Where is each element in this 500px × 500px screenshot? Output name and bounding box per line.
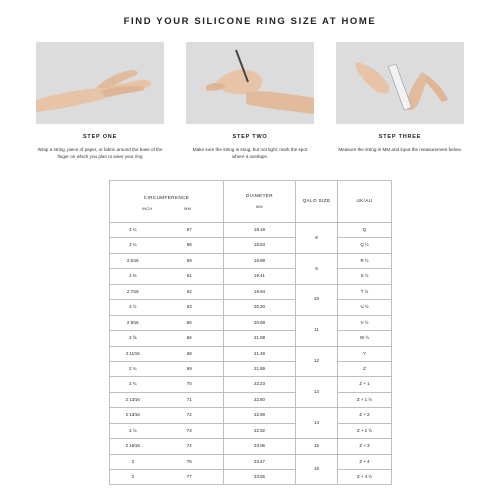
inch-cell: 2 5⁄16 bbox=[110, 253, 156, 268]
table-row bbox=[110, 315, 392, 330]
page-title: FIND YOUR SILICONE RING SIZE AT HOME bbox=[123, 16, 377, 27]
inch-cell: 2 ½ bbox=[110, 300, 156, 315]
ukau-cell: Y bbox=[338, 346, 392, 361]
qalo-size-cell: 9 bbox=[296, 253, 338, 284]
step-two-photo bbox=[186, 42, 314, 124]
diameter-mm-subheader: MM bbox=[256, 204, 263, 209]
table-row bbox=[110, 470, 392, 485]
ukau-cell: Z bbox=[338, 361, 392, 376]
step-one-title: STEP ONE bbox=[82, 134, 118, 140]
mm-cell: 77 bbox=[156, 470, 224, 485]
step-three-text: Measure the string in MM and input the measurement below. bbox=[338, 147, 462, 152]
diameter-cell: 22.60 bbox=[224, 392, 296, 407]
diameter-cell: 22.23 bbox=[224, 377, 296, 392]
table-row bbox=[110, 377, 392, 392]
table-row bbox=[110, 454, 392, 469]
table-row bbox=[110, 392, 392, 407]
mm-cell: 65 bbox=[156, 315, 224, 330]
mm-cell: 58 bbox=[156, 238, 224, 253]
diameter-cell: 21.89 bbox=[224, 361, 296, 376]
qalo-size-cell: 16 bbox=[296, 454, 338, 485]
mm-cell: 63 bbox=[156, 300, 224, 315]
mm-cell: 71 bbox=[156, 392, 224, 407]
diameter-cell: 22.92 bbox=[224, 423, 296, 438]
ukau-cell: Q ½ bbox=[338, 238, 392, 253]
table-row bbox=[110, 346, 392, 361]
inch-cell: 3 bbox=[110, 470, 156, 485]
ukau-cell: Z + 2 bbox=[338, 408, 392, 423]
inch-cell: 2 13⁄16 bbox=[110, 408, 156, 423]
diameter-cell: 21.49 bbox=[224, 346, 296, 361]
diameter-header: DIAMETER MM bbox=[224, 181, 296, 223]
inch-cell: 2 ⅝ bbox=[110, 331, 156, 346]
inch-cell: 2 7⁄16 bbox=[110, 284, 156, 299]
ukau-cell: Z + 1 ½ bbox=[338, 392, 392, 407]
qalo-size-cell: 15 bbox=[296, 439, 338, 454]
inch-cell: 2 11⁄16 bbox=[110, 346, 156, 361]
qalo-size-cell: 13 bbox=[296, 377, 338, 408]
inch-cell: 3 bbox=[110, 454, 156, 469]
qalo-size-cell: 14 bbox=[296, 408, 338, 439]
mm-cell: 66 bbox=[156, 331, 224, 346]
mm-subheader: MM bbox=[184, 206, 192, 211]
diameter-cell: 19.41 bbox=[224, 269, 296, 284]
ukau-cell: Z + 4 bbox=[338, 454, 392, 469]
ukau-cell: V ½ bbox=[338, 315, 392, 330]
ukau-cell: R ½ bbox=[338, 253, 392, 268]
diameter-cell: 23.47 bbox=[224, 454, 296, 469]
diameter-cell: 23.55 bbox=[224, 470, 296, 485]
diameter-cell: 23.06 bbox=[224, 439, 296, 454]
table-row bbox=[110, 361, 392, 376]
step-three-title: STEP THREE bbox=[378, 134, 422, 140]
step-two-text: Make sure the string is snug, but not tight; mark the spot where it overlaps. bbox=[192, 147, 308, 159]
qalo-size-header: QALO SIZE bbox=[296, 181, 338, 223]
ukau-cell: S ½ bbox=[338, 269, 392, 284]
inch-subheader: INCH bbox=[141, 206, 153, 211]
inch-cell: 2 ¼ bbox=[110, 223, 156, 238]
ukau-cell: W ½ bbox=[338, 331, 392, 346]
qalo-size-cell: 11 bbox=[296, 315, 338, 346]
table-row bbox=[110, 238, 392, 253]
table-row bbox=[110, 300, 392, 315]
ukau-header: UK/AU bbox=[338, 181, 392, 223]
ukau-cell: T ½ bbox=[338, 284, 392, 299]
table-row bbox=[110, 253, 392, 268]
step-three-photo bbox=[336, 42, 464, 124]
inch-cell: 2 13⁄16 bbox=[110, 392, 156, 407]
table-row bbox=[110, 269, 392, 284]
diameter-cell: 22.69 bbox=[224, 408, 296, 423]
step-two-title: STEP TWO bbox=[232, 134, 268, 140]
mm-cell: 74 bbox=[156, 439, 224, 454]
mm-cell: 57 bbox=[156, 223, 224, 238]
mm-cell: 69 bbox=[156, 361, 224, 376]
mm-cell: 68 bbox=[156, 346, 224, 361]
inch-cell: 2 ⅜ bbox=[110, 269, 156, 284]
diameter-cell: 18.53 bbox=[224, 238, 296, 253]
mm-cell: 61 bbox=[156, 269, 224, 284]
mm-cell: 62 bbox=[156, 284, 224, 299]
ukau-cell: Z + 1 bbox=[338, 377, 392, 392]
hand-with-ruler-icon bbox=[336, 42, 464, 124]
qalo-size-cell: 12 bbox=[296, 346, 338, 377]
diameter-cell: 18.19 bbox=[224, 223, 296, 238]
table-row bbox=[110, 223, 392, 238]
inch-cell: 2 ¾ bbox=[110, 361, 156, 376]
ukau-cell: Q bbox=[338, 223, 392, 238]
table-row bbox=[110, 331, 392, 346]
diameter-cell: 20.20 bbox=[224, 300, 296, 315]
hand-with-pen-icon bbox=[186, 42, 314, 124]
hand-icon bbox=[36, 42, 164, 124]
step-one-text: Wrap a string, piece of paper, or fabric around the base of the finger on which you plan to wear your ring bbox=[37, 147, 163, 159]
mm-cell: 59 bbox=[156, 253, 224, 268]
circumference-header: CIRCUMFERENCE INCH MM bbox=[110, 181, 224, 223]
mm-cell: 76 bbox=[156, 454, 224, 469]
mm-cell: 73 bbox=[156, 423, 224, 438]
table-row bbox=[110, 439, 392, 454]
ukau-cell: U ½ bbox=[338, 300, 392, 315]
diameter-cell: 19.94 bbox=[224, 284, 296, 299]
ukau-cell: Z + 4 ½ bbox=[338, 470, 392, 485]
diameter-cell: 18.89 bbox=[224, 253, 296, 268]
mm-cell: 72 bbox=[156, 408, 224, 423]
ukau-cell: Z + 2 ½ bbox=[338, 423, 392, 438]
diameter-cell: 20.68 bbox=[224, 315, 296, 330]
qalo-size-cell: 8 bbox=[296, 223, 338, 254]
inch-cell: 2 ⅞ bbox=[110, 423, 156, 438]
inch-cell: 2 9⁄16 bbox=[110, 315, 156, 330]
step-one-photo bbox=[36, 42, 164, 124]
inch-cell: 2 ¼ bbox=[110, 238, 156, 253]
table-header-row bbox=[110, 181, 392, 223]
table-row bbox=[110, 423, 392, 438]
diameter-cell: 21.08 bbox=[224, 331, 296, 346]
ring-size-table bbox=[109, 180, 392, 485]
inch-cell: 2 ¾ bbox=[110, 377, 156, 392]
table-row bbox=[110, 284, 392, 299]
mm-cell: 70 bbox=[156, 377, 224, 392]
qalo-size-cell: 10 bbox=[296, 284, 338, 315]
ukau-cell: Z + 3 bbox=[338, 439, 392, 454]
table-row bbox=[110, 408, 392, 423]
inch-cell: 2 15⁄16 bbox=[110, 439, 156, 454]
